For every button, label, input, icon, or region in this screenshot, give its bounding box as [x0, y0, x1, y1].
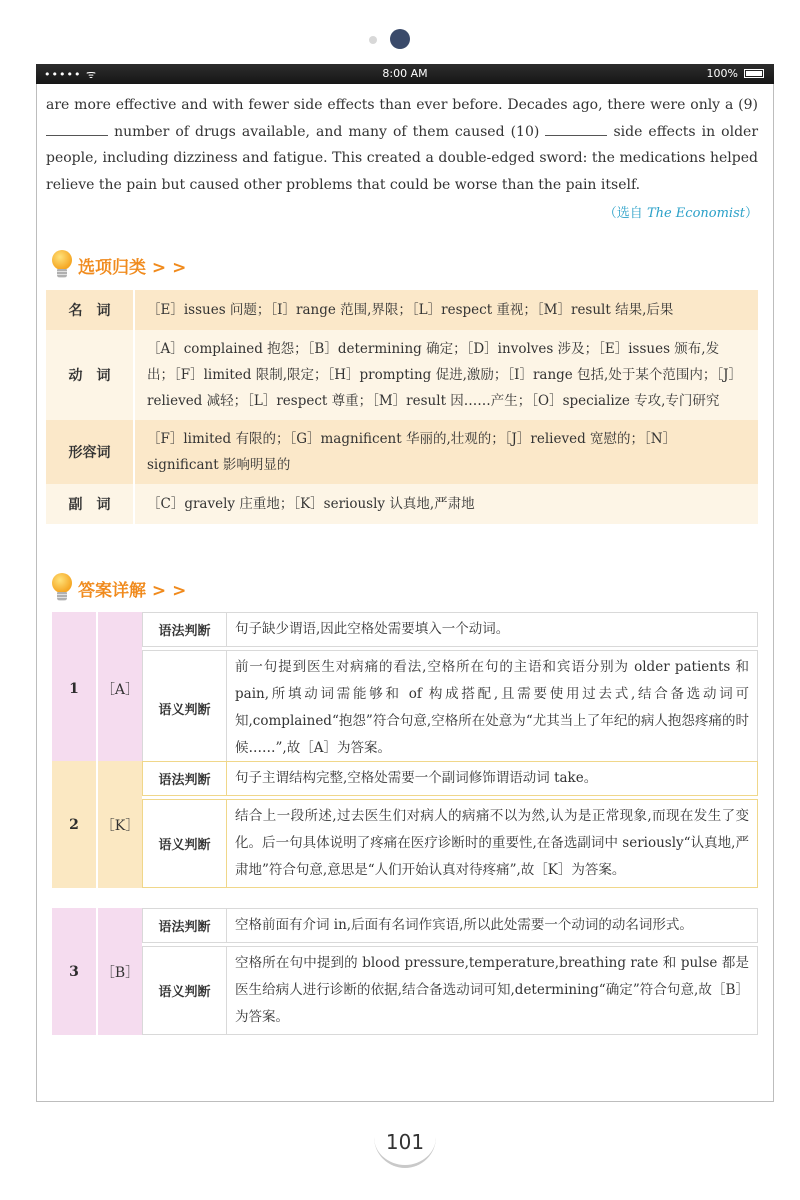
- grammar-label: 语法判断: [143, 762, 227, 795]
- grammar-text: 句子主谓结构完整,空格处需要一个副词修饰谓语动词 take。: [235, 770, 598, 786]
- battery-indicator: [707, 67, 764, 80]
- answer-letter: ［A］: [98, 612, 142, 766]
- options-row-adjective: [46, 420, 758, 484]
- options-table: [46, 290, 758, 524]
- meaning-text: 空格所在句中提到的 blood pressure,temperature,breathing rate 和 pulse 都是医生给病人进行诊断的依据,结合备选动词可知,determining“确定”符合句意,故［B］为答案。: [235, 955, 749, 1025]
- passage-line-2b: side effects in older: [613, 123, 759, 140]
- source-name: The Economist: [646, 206, 745, 221]
- category-label: 名 词: [46, 290, 134, 330]
- grammar-label: 语法判断: [143, 613, 227, 646]
- battery-percent: 100%: [706, 67, 738, 80]
- grammar-label: 语法判断: [143, 909, 227, 942]
- options-row-verb: [46, 330, 758, 420]
- meaning-row: [142, 946, 758, 1035]
- options-section-header: [50, 250, 186, 280]
- signal-wifi-indicator: ••••• ᯤ: [44, 68, 97, 81]
- grammar-text: 句子缺少谓语,因此空格处需要填入一个动词。: [235, 621, 510, 637]
- answers-section-header: [50, 573, 186, 603]
- options-row-adverb: [46, 484, 758, 524]
- blank-10: [545, 124, 607, 136]
- category-label: 形容词: [46, 420, 134, 484]
- meaning-label: 语义判断: [143, 651, 227, 765]
- meaning-label: 语义判断: [143, 800, 227, 887]
- answer-item-3: [52, 908, 758, 1035]
- camera-icon: [390, 29, 410, 49]
- grammar-row: [142, 761, 758, 796]
- meaning-text: 前一句提到医生对病痛的看法,空格所在句的主语和宾语分别为 older patients 和 pain,所填动词需能够和 of 构成搭配,且需要使用过去式,结合备选动词可知,complained“抱怨”符合句意,空格所在处意为“尤其当上了年纪的病人抱怨疼痛的时候……”,故［A］为答案。: [235, 659, 749, 756]
- answer-item-1: [52, 612, 758, 766]
- options-row-noun: [46, 290, 758, 330]
- answer-letter: ［B］: [98, 908, 142, 1035]
- answer-number: 1: [52, 612, 98, 766]
- meaning-label: 语义判断: [143, 947, 227, 1034]
- blank-9: [46, 124, 108, 136]
- meaning-row: [142, 650, 758, 766]
- status-bar: [36, 64, 774, 84]
- passage-source: （选自 The Economist）: [603, 206, 758, 221]
- meaning-text: 结合上一段所述,过去医生们对病人的病痛不以为然,认为是正常现象,而现在发生了变化。后一句具体说明了疼痛在医疗诊断时的重要性,在备选副词中 seriously“认真地,严肃地”符合句意,意思是“人们开始认真对待疼痛”,故［K］为答案。: [235, 808, 749, 878]
- passage-line-2a: number of drugs available, and many of them caused: [114, 123, 505, 140]
- category-text: ［C］gravely 庄重地；［K］seriously 认真地,严肃地: [134, 484, 758, 524]
- category-text: ［A］complained 抱怨；［B］determining 确定；［D］involves 涉及；［E］issues 颁布,发出；［F］limited 限制,限定；［H］prompting 促进,激励；［I］range 包括,处于某个范围内；［J］relieved 减轻；［L］respect 尊重；［M］result 因……产生；［O］specialize 专攻,专门研究: [134, 330, 758, 420]
- passage-line-1: are more effective and with fewer side effects than ever before. Decades ago, there were only a: [46, 97, 734, 113]
- grammar-row: [142, 612, 758, 647]
- category-text: ［E］issues 问题；［I］range 范围,界限；［L］respect 重视；［M］result 结果,后果: [134, 290, 758, 330]
- blank-9-label: (9): [738, 97, 758, 113]
- camera-sensor-icon: [369, 36, 377, 44]
- page-number: 101: [374, 1118, 436, 1168]
- answer-item-2: [52, 761, 758, 888]
- passage-text: [46, 92, 758, 198]
- grammar-text: 空格前面有介词 in,后面有名词作宾语,所以此处需要一个动词的动名词形式。: [235, 917, 693, 933]
- category-label: 动 词: [46, 330, 134, 420]
- lightbulb-icon: [50, 250, 74, 280]
- category-text: ［F］limited 有限的；［G］magnificent 华丽的,壮观的；［J］relieved 宽慰的；［N］significant 影响明显的: [134, 420, 758, 484]
- blank-10-label: (10): [510, 123, 540, 140]
- passage-block: [46, 92, 758, 221]
- answer-letter: ［K］: [98, 761, 142, 888]
- category-label: 副 词: [46, 484, 134, 524]
- status-time: 8:00 AM: [382, 67, 428, 80]
- options-section-title: 选项归类 > >: [78, 257, 187, 278]
- meaning-row: [142, 799, 758, 888]
- answer-number: 3: [52, 908, 98, 1035]
- answer-number: 2: [52, 761, 98, 888]
- lightbulb-icon: [50, 573, 74, 603]
- grammar-row: [142, 908, 758, 943]
- battery-icon: [744, 69, 764, 78]
- passage-line-3: people, including dizziness and fatigue. This created a double-edged sword: the medications helped relieve the pain but caused other problems that could be worse than the pain itself.: [46, 150, 758, 193]
- answers-section-title: 答案详解 > >: [78, 580, 187, 601]
